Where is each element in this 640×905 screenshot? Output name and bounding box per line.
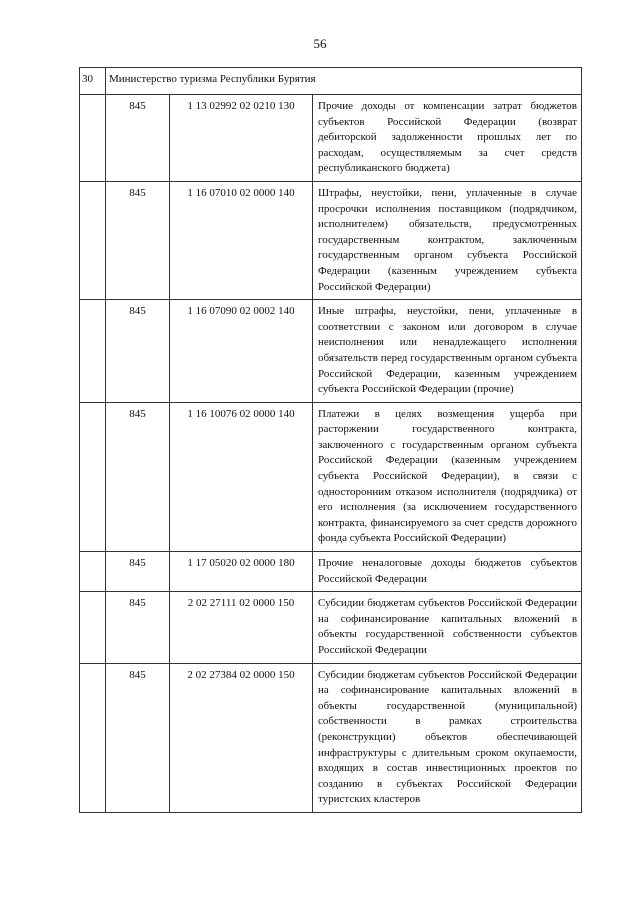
table-row xyxy=(80,402,582,551)
admin-code: 845 xyxy=(106,95,170,182)
empty-cell xyxy=(80,95,106,182)
admin-code: 845 xyxy=(106,663,170,812)
revenue-code: 1 13 02992 02 0210 130 xyxy=(170,95,313,182)
admin-code: 845 xyxy=(106,181,170,299)
revenue-description: Иные штрафы, неустойки, пени, уплаченные в соответствии с законом или договором в случае неисполнения или ненадлежащего исполнения обязательств перед государственным органом субъекта Российской Федерации, казенным учреждением субъекта Российской Федерации (прочие) xyxy=(313,300,582,403)
table-row xyxy=(80,181,582,299)
revenue-code: 1 17 05020 02 0000 180 xyxy=(170,552,313,592)
revenue-description: Субсидии бюджетам субъектов Российской Федерации на софинансирование капитальных вложений в объекты государственной (муниципальной) собственности в рамках строительства (реконструкции) объектов обеспечивающей инфраструктуры с длительным сроком окупаемости, входящих в состав инвестиционных проектов по созданию в субъектах Российской Федерации туристских кластеров xyxy=(313,663,582,812)
revenue-description: Субсидии бюджетам субъектов Российской Федерации на софинансирование капитальных вложений в объекты государственной собственности субъектов Российской Федерации xyxy=(313,592,582,663)
admin-code: 845 xyxy=(106,402,170,551)
empty-cell xyxy=(80,181,106,299)
revenue-description: Прочие неналоговые доходы бюджетов субъектов Российской Федерации xyxy=(313,552,582,592)
revenue-description: Платежи в целях возмещения ущерба при расторжении государственного контракта, заключенного с государственным органом субъекта Российской Федерации (казенным учреждением субъекта Российской Федерации), в связи с односторонним отказом исполнителя (подрядчика) от его исполнения (за исключением государственного контракта, финансируемого за счет средств дорожного фонда субъекта Российской Федерации) xyxy=(313,402,582,551)
revenue-code: 1 16 07010 02 0000 140 xyxy=(170,181,313,299)
empty-cell xyxy=(80,552,106,592)
empty-cell xyxy=(80,663,106,812)
table-row xyxy=(80,300,582,403)
table-row xyxy=(80,95,582,182)
revenue-code: 1 16 07090 02 0002 140 xyxy=(170,300,313,403)
section-number: 30 xyxy=(80,68,106,95)
empty-cell xyxy=(80,592,106,663)
revenue-code: 2 02 27111 02 0000 150 xyxy=(170,592,313,663)
revenue-description: Прочие доходы от компенсации затрат бюджетов субъектов Российской Федерации (возврат дебиторской задолженности прошлых лет по расходам, осуществляемым за счет средств республиканского бюджета) xyxy=(313,95,582,182)
empty-cell xyxy=(80,402,106,551)
empty-cell xyxy=(80,300,106,403)
admin-code: 845 xyxy=(106,552,170,592)
ministry-header-row xyxy=(80,68,582,95)
admin-code: 845 xyxy=(106,300,170,403)
revenue-description: Штрафы, неустойки, пени, уплаченные в случае просрочки исполнения поставщиком (подрядчиком, исполнителем) обязательств, предусмотренных государственным контрактом, заключенным государственным органом субъекта Российской Федерации (казенным учреждением субъекта Российской Федерации) xyxy=(313,181,582,299)
table-row xyxy=(80,592,582,663)
revenue-code: 2 02 27384 02 0000 150 xyxy=(170,663,313,812)
page-number: 56 xyxy=(313,36,327,51)
admin-code: 845 xyxy=(106,592,170,663)
revenue-code: 1 16 10076 02 0000 140 xyxy=(170,402,313,551)
ministry-name: Министерство туризма Республики Бурятия xyxy=(106,68,582,95)
table-row xyxy=(80,663,582,812)
revenue-codes-table xyxy=(79,67,582,813)
table-row xyxy=(80,552,582,592)
